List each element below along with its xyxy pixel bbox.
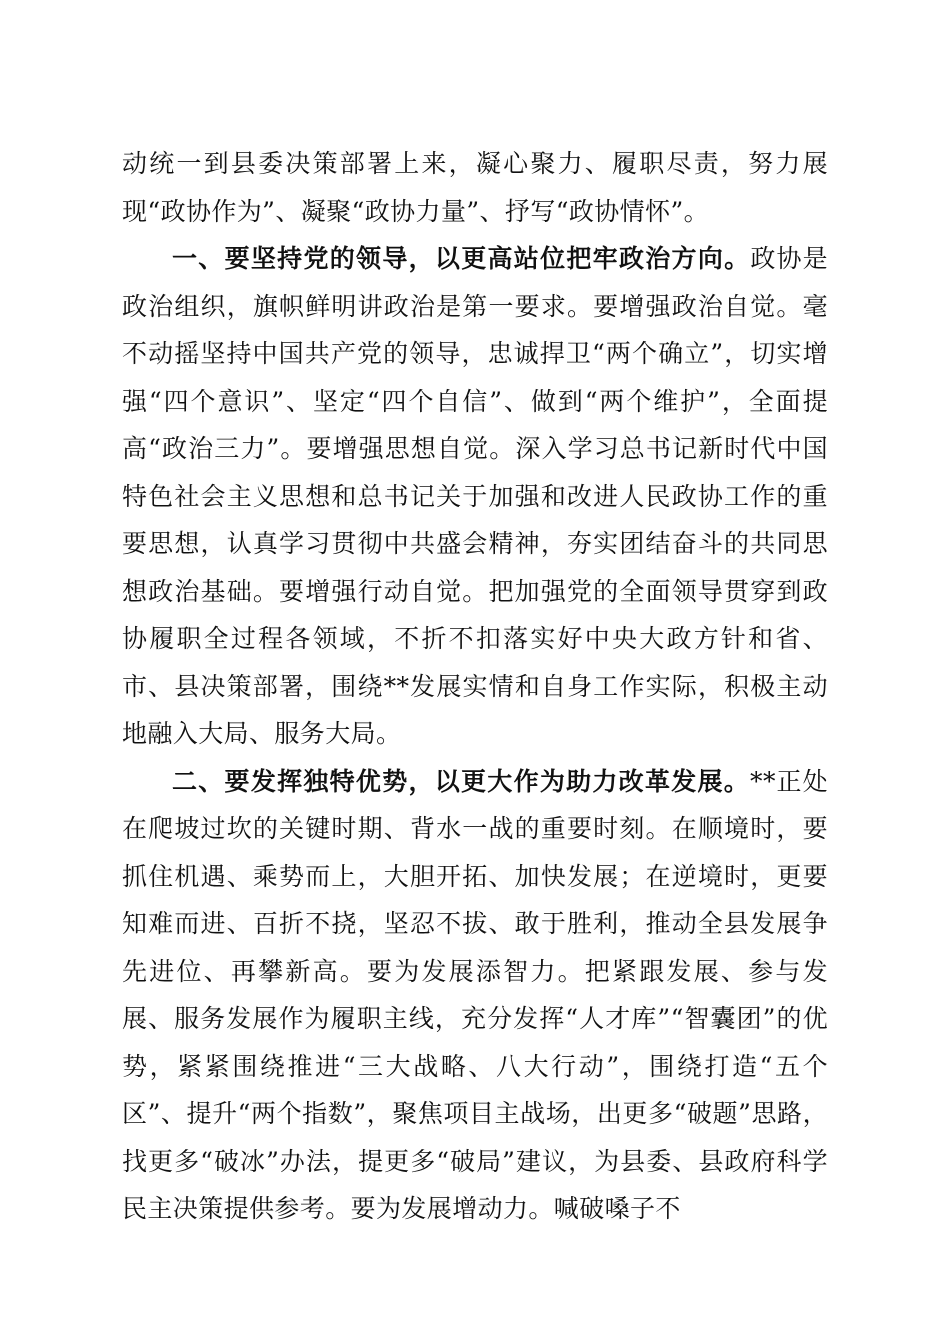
- document-body: [122, 140, 828, 1233]
- paragraph-section-1: [122, 235, 828, 758]
- paragraph-text: 动统一到县委决策部署上来，凝心聚力、履职尽责，努力展现“政协作为”、凝聚“政协力量”、抒写“政协情怀”。: [122, 149, 828, 226]
- section-heading-2: 二、要发挥独特优势，以更大作为助力改革发展。: [172, 766, 751, 796]
- paragraph-text: 政协是政治组织，旗帜鲜明讲政治是第一要求。要增强政治自觉。毫不动摇坚持中国共产党的领导，忠诚捍卫“两个确立”，切实增强“四个意识”、坚定“四个自信”、做到“两个维护”，全面提高“政治三力”。要增强思想自觉。深入学习总书记新时代中国特色社会主义思想和总书记关于加强和改进人民政协工作的重要思想，认真学习贯彻中共盛会精神，夯实团结奋斗的共同思想政治基础。要增强行动自觉。把加强党的全面领导贯穿到政协履职全过程各领域，不折不扣落实好中央大政方针和省、市、县决策部署，围绕**发展实情和自身工作实际，积极主动地融入大局、服务大局。: [122, 244, 829, 748]
- paragraph-section-2: [122, 758, 828, 1233]
- section-heading-1: 一、要坚持党的领导，以更高站位把牢政治方向。: [172, 244, 751, 273]
- paragraph-text: **正处在爬坡过坎的关键时期、背水一战的重要时刻。在顺境时，要抓住机遇、乘势而上，大胆开拓、加快发展；在逆境时，更要知难而进、百折不挠，坚忍不拔、敢于胜利，推动全县发展争先进位、再攀新高。要为发展添智力。把紧跟发展、参与发展、服务发展作为履职主线，充分发挥“人才库”“智囊团”的优势，紧紧围绕推进“三大战略、八大行动”，围绕打造“五个区”、提升“两个指数”，聚焦项目主战场，出更多“破题”思路，找更多“破冰”办法，提更多“破局”建议，为县委、县政府科学民主决策提供参考。要为发展增动力。喊破嗓子不: [122, 766, 828, 1223]
- paragraph-continuation: [122, 140, 828, 235]
